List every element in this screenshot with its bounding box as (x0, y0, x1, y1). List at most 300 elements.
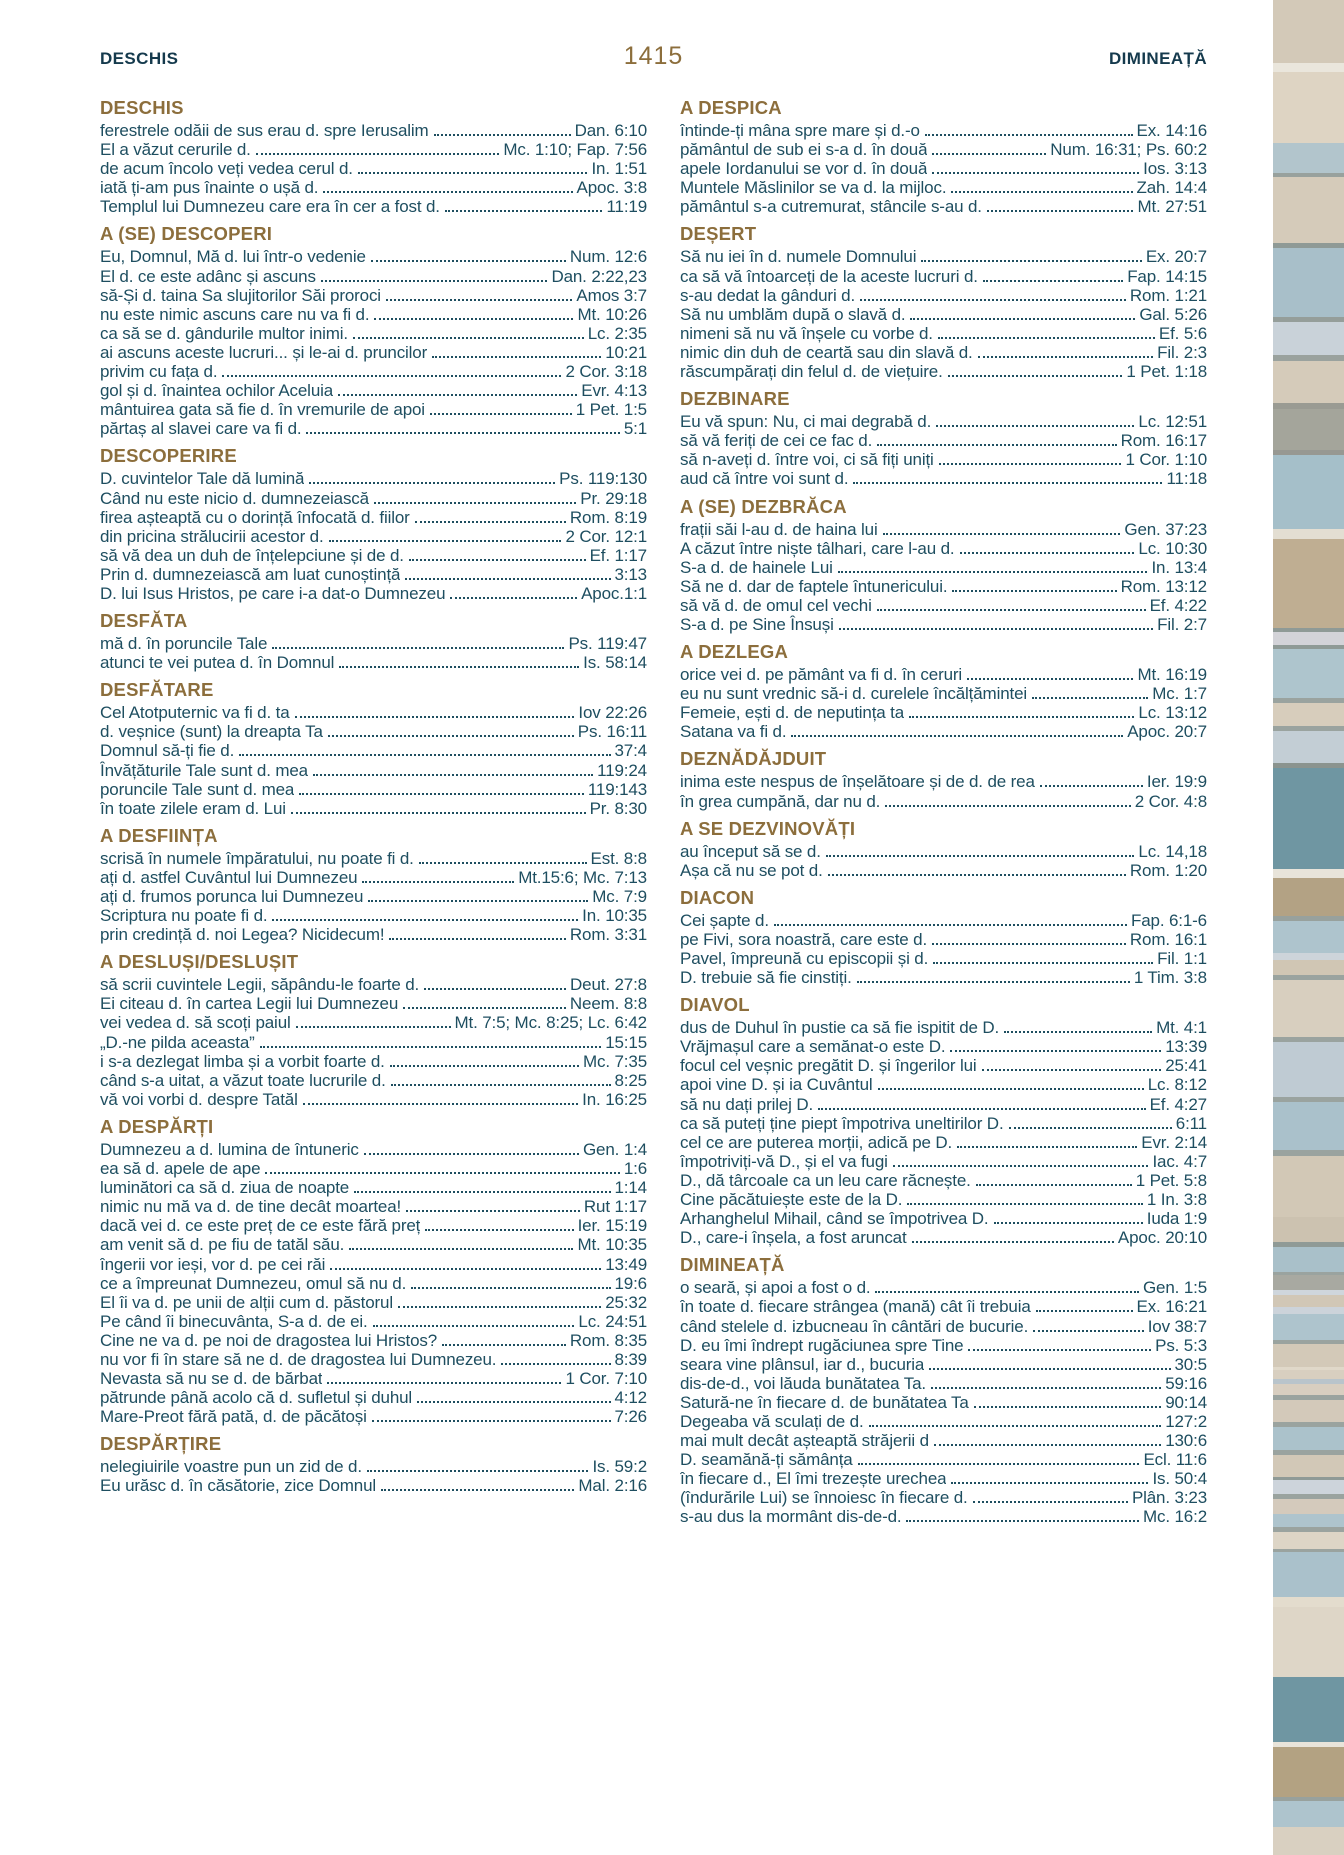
dot-leader (327, 1382, 561, 1384)
entry-text: Scriptura nu poate fi d. (100, 906, 268, 926)
concordance-section (680, 98, 1207, 216)
entry-text: Eu, Domnul, Mă d. lui într-o vedenie (100, 247, 366, 267)
verse-reference: Mt. 16:19 (1137, 665, 1207, 685)
entry-row (680, 539, 1207, 558)
entry-row (680, 431, 1207, 450)
entry-text: (îndurările Lui) se înnoiesc în fiecare d. (680, 1488, 968, 1508)
dot-leader (791, 735, 1123, 737)
entry-row (100, 400, 647, 419)
entry-row (100, 565, 647, 584)
entry-row (680, 469, 1207, 488)
entry-row (680, 1190, 1207, 1209)
thumb-index-band (1273, 1295, 1344, 1307)
entry-text: Pe când îi binecuvânta, S-a d. de ei. (100, 1311, 368, 1331)
thumb-index-band (1273, 63, 1344, 72)
verse-reference: 1 In. 3:8 (1146, 1190, 1207, 1210)
verse-reference: 3:13 (614, 564, 647, 584)
dot-leader (403, 1007, 566, 1009)
concordance-section (100, 1434, 647, 1495)
dot-leader (869, 1425, 1162, 1427)
verse-reference: 5:1 (623, 419, 647, 439)
entry-text: D. eu îmi îndrept rugăciunea spre Tine (680, 1335, 964, 1355)
dot-leader (932, 943, 1126, 945)
entry-text: să-Și d. taina Sa slujitorilor Săi proroci (100, 285, 381, 305)
verse-reference: 11:18 (1166, 469, 1207, 489)
dot-leader (774, 924, 1127, 926)
entry-text: nimeni să nu vă înșele cu vorbe d. (680, 323, 933, 343)
verse-reference: Rom. 16:1 (1129, 929, 1207, 949)
verse-reference: 13:39 (1165, 1037, 1207, 1057)
thumb-index-band (1273, 980, 1344, 1037)
thumb-index-band (1273, 1597, 1344, 1607)
section-heading: DEȘERT (680, 223, 757, 245)
entry-row (680, 1412, 1207, 1431)
dot-leader (818, 1108, 1146, 1110)
thumb-index-band (1273, 953, 1344, 960)
verse-reference: Is. 59:2 (592, 1457, 647, 1477)
entry-text: orice vei d. pe pământ va fi d. în ceruri (680, 665, 963, 685)
dot-leader (309, 482, 555, 484)
entry-row (100, 1331, 647, 1350)
running-head-right-keyword: DIMINEAȚĂ (1108, 49, 1207, 68)
thumb-index-band (1273, 1307, 1344, 1314)
entry-text: mai mult decât așteaptă străjerii d (680, 1431, 929, 1451)
thumb-index-band (1273, 1314, 1344, 1340)
verse-reference: 1 Cor. 7:10 (565, 1369, 647, 1389)
entry-text: de acum încolo veți vedea cerul d. (100, 159, 353, 179)
verse-reference: 119:24 (597, 760, 647, 780)
entry-row (100, 799, 647, 818)
verse-reference: In. 16:25 (582, 1089, 647, 1109)
entry-row (100, 994, 647, 1013)
dot-leader (299, 793, 584, 795)
thumb-index-band (1273, 529, 1344, 539)
entry-row (100, 975, 647, 994)
entry-text: ați d. astfel Cuvântul lui Dumnezeu (100, 867, 358, 887)
entry-row (100, 703, 647, 722)
dot-leader (295, 716, 575, 718)
entry-row (680, 520, 1207, 539)
dot-leader (983, 280, 1123, 282)
entry-row (680, 1278, 1207, 1297)
concordance-section (100, 680, 647, 818)
verse-reference: Ps. 16:11 (577, 722, 647, 742)
entry-row (680, 1037, 1207, 1056)
column-right (680, 98, 1207, 1527)
entry-row (680, 722, 1207, 741)
entry-text: mă d. în poruncile Tale (100, 634, 268, 654)
dot-leader (424, 988, 566, 990)
entry-row (680, 412, 1207, 431)
section-heading: DESCOPERIRE (100, 445, 237, 467)
entry-text: ce a împreunat Dumnezeu, omul să nu d. (100, 1273, 407, 1293)
entry-text: D., care-i înșela, a fost aruncat (680, 1228, 907, 1248)
entry-text: în fiecare d., El îmi trezește urechea (680, 1469, 947, 1489)
verse-reference: Ecl. 11:6 (1143, 1450, 1207, 1470)
dot-leader (417, 1401, 610, 1403)
entry-row (680, 861, 1207, 880)
dot-leader (878, 1088, 1144, 1090)
dot-leader (883, 533, 1121, 535)
dot-leader (372, 1420, 611, 1422)
entry-row (680, 305, 1207, 324)
entry-row (100, 1235, 647, 1254)
dot-leader (987, 210, 1134, 212)
thumb-index-band (1273, 539, 1344, 628)
entry-row (680, 1431, 1207, 1450)
verse-reference: Fil. 2:3 (1157, 342, 1207, 362)
entry-text: ca să se d. gândurile multor inimi. (100, 323, 348, 343)
entry-row (680, 615, 1207, 634)
entry-row (100, 653, 647, 672)
entry-row (680, 1297, 1207, 1316)
concordance-section (100, 224, 647, 438)
dot-leader (828, 874, 1126, 876)
dot-leader (321, 280, 548, 282)
entry-text: Eu urăsc d. în căsătorie, zice Domnul (100, 1476, 377, 1496)
dot-leader (362, 881, 514, 883)
thumb-index-band (1273, 1607, 1344, 1677)
thumb-index-band (1273, 409, 1344, 450)
verse-reference: Mc. 7:35 (583, 1051, 647, 1071)
dot-leader (968, 1349, 1151, 1351)
verse-reference: Est. 8:8 (590, 848, 647, 868)
verse-reference: 1 Pet. 1:18 (1126, 362, 1207, 382)
verse-reference: Rom. 13:12 (1120, 576, 1207, 596)
entry-row (100, 419, 647, 438)
dot-leader (368, 900, 588, 902)
dot-leader (960, 552, 1135, 554)
thumb-index-band (1273, 703, 1344, 726)
entry-row (680, 911, 1207, 930)
entry-row (680, 159, 1207, 178)
entry-text: vei vedea d. să scoți paiul (100, 1013, 291, 1033)
entry-row (680, 1018, 1207, 1037)
section-heading: DESFĂTARE (100, 679, 214, 701)
entry-text: Dumnezeu a d. lumina de întuneric (100, 1139, 359, 1159)
verse-reference: Is. 58:14 (583, 653, 647, 673)
dot-leader (976, 1184, 1132, 1186)
entry-row (100, 1293, 647, 1312)
entry-row (100, 887, 647, 906)
entry-text: apoi vine D. și ia Cuvântul (680, 1075, 873, 1095)
thumb-index-band (1273, 649, 1344, 698)
entry-text: răscumpărați din felul d. de viețuire. (680, 362, 943, 382)
dot-leader (1036, 1310, 1133, 1312)
concordance-section (100, 826, 647, 944)
verse-reference: Lc. 2:35 (587, 323, 647, 343)
entry-row (680, 324, 1207, 343)
verse-reference: Ier. 15:19 (577, 1216, 647, 1236)
entry-row (680, 1228, 1207, 1247)
entry-text: pământul s-a cutremurat, stâncile s-au d. (680, 197, 982, 217)
verse-reference: Rom. 1:21 (1129, 285, 1207, 305)
entry-text: să vă feriți de cei ce fac d. (680, 431, 873, 451)
verse-reference: Evr. 2:14 (1141, 1132, 1207, 1152)
thumb-index-band (1273, 1532, 1344, 1549)
entry-text: îngerii vor ieși, vor d. pe cei răi (100, 1254, 326, 1274)
entry-row (680, 178, 1207, 197)
verse-reference: Mt. 4:1 (1156, 1018, 1207, 1038)
entry-text: în toate d. fiecare strângea (mană) cât îi trebuia (680, 1297, 1031, 1317)
dot-leader (374, 502, 576, 504)
dot-leader (877, 444, 1116, 446)
dot-leader (885, 805, 1131, 807)
entry-text: am venit să d. pe fiu de tatăl său. (100, 1235, 345, 1255)
entry-text: pătrunde până acolo că d. sufletul și duhul (100, 1388, 413, 1408)
dot-leader (330, 1268, 601, 1270)
verse-reference: Zah. 14:4 (1136, 178, 1207, 198)
entry-row (100, 1274, 647, 1293)
thumb-index-band (1273, 1827, 1344, 1855)
dot-leader (405, 578, 610, 580)
dot-leader (931, 1387, 1161, 1389)
entry-text: Arhanghelul Mihail, când se împotrivea D. (680, 1209, 989, 1229)
dot-leader (932, 153, 1046, 155)
entry-row (100, 140, 647, 159)
verse-reference: Ps. 119:130 (559, 469, 647, 489)
thumb-index-band (1273, 1747, 1344, 1797)
dot-leader (338, 394, 577, 396)
thumb-index-band (1273, 1217, 1344, 1242)
dot-leader (936, 425, 1134, 427)
entry-row (680, 577, 1207, 596)
verse-reference: Gen. 37:23 (1124, 519, 1207, 539)
thumb-index-band (1273, 455, 1344, 529)
entry-text: ca să puteți ține piept împotriva uneltirilor D. (680, 1113, 1004, 1133)
dot-leader (445, 210, 603, 212)
entry-row (100, 1407, 647, 1426)
entry-text: „D.-ne pilda aceasta” (100, 1032, 255, 1052)
entry-text: Satana va fi d. (680, 722, 787, 742)
concordance-section (680, 389, 1207, 488)
entry-row (100, 1071, 647, 1090)
thumb-index-band (1273, 1499, 1344, 1514)
entry-text: să n-aveți d. între voi, ci să fiți uniți (680, 450, 934, 470)
entry-text: în grea cumpănă, dar nu d. (680, 791, 881, 811)
entry-text: Mare-Preot fără pată, d. de păcătoși (100, 1407, 367, 1427)
dot-leader (313, 774, 593, 776)
verse-reference: Dan. 6:10 (574, 121, 647, 140)
dot-leader (933, 962, 1153, 964)
entry-row (100, 1476, 647, 1495)
dot-leader (858, 1463, 1140, 1465)
verse-reference: In. 10:35 (582, 906, 647, 926)
concordance-columns (100, 98, 1207, 1527)
entry-row (100, 1197, 647, 1216)
dot-leader (910, 318, 1135, 320)
verse-reference: 1 Pet. 5:8 (1135, 1170, 1207, 1190)
thumb-index-band (1273, 1514, 1344, 1527)
dot-leader (934, 1444, 1161, 1446)
dot-leader (948, 375, 1123, 377)
verse-reference: Ex. 16:21 (1136, 1297, 1207, 1317)
dot-leader (364, 1153, 579, 1155)
entry-row (100, 906, 647, 925)
verse-reference: Mt. 7:5; Mc. 8:25; Lc. 6:42 (454, 1013, 647, 1033)
dot-leader (390, 1065, 579, 1067)
verse-reference: Pr. 29:18 (580, 488, 647, 508)
entry-text: vă voi vorbi d. despre Tatăl (100, 1089, 298, 1109)
entry-row (100, 1255, 647, 1274)
verse-reference: 15:15 (605, 1032, 647, 1052)
entry-row (100, 1216, 647, 1235)
entry-text: D. seamănă-ți sămânța (680, 1450, 853, 1470)
concordance-section (680, 888, 1207, 987)
dot-leader (921, 260, 1141, 262)
dot-leader (256, 153, 500, 155)
thumb-index-band (1273, 322, 1344, 355)
concordance-section (680, 819, 1207, 880)
verse-reference: Rut 1:17 (583, 1197, 647, 1217)
verse-reference: Ps. 5:3 (1155, 1335, 1207, 1355)
entry-text: Ei citeau d. în cartea Legii lui Dumnezeu (100, 994, 399, 1014)
dot-leader (398, 1306, 601, 1308)
section-heading: DIMINEAȚĂ (680, 1254, 785, 1276)
verse-reference: 119:143 (587, 779, 647, 799)
dot-leader (432, 356, 601, 358)
dot-leader (265, 1172, 619, 1174)
verse-reference: Fil. 2:7 (1157, 614, 1207, 634)
entry-text: D. cuvintelor Tale dă lumină (100, 469, 305, 489)
dot-leader (957, 1146, 1137, 1148)
verse-reference: 37:4 (614, 741, 647, 761)
entry-text: Cei șapte d. (680, 910, 769, 930)
entry-row (100, 634, 647, 653)
entry-row (680, 1393, 1207, 1412)
verse-reference: 2 Cor. 4:8 (1134, 791, 1207, 811)
verse-reference: 25:32 (605, 1292, 647, 1312)
entry-text: o seară, și apoi a fost o d. (680, 1278, 871, 1298)
running-head (100, 42, 1207, 71)
entry-row (680, 1152, 1207, 1171)
verse-reference: Lc. 12:51 (1138, 412, 1207, 432)
entry-row (100, 286, 647, 305)
verse-reference: 11:19 (606, 197, 647, 217)
verse-reference: Amos 3:7 (576, 285, 647, 305)
entry-text: nelegiuirile voastre pun un zid de d. (100, 1457, 362, 1477)
entry-row (100, 1388, 647, 1407)
verse-reference: Fap. 14:15 (1127, 266, 1207, 286)
dot-leader (973, 1501, 1128, 1503)
verse-reference: Rom. 8:19 (569, 507, 647, 527)
entry-row (100, 362, 647, 381)
entry-text: dis-de-d., voi lăuda bunătatea Ta. (680, 1373, 926, 1393)
dot-leader (1004, 1031, 1152, 1033)
section-heading: A (SE) DEZBRĂCA (680, 495, 847, 517)
dot-leader (239, 754, 610, 756)
verse-reference: Iov 22:26 (578, 703, 647, 723)
entry-text: cel ce are puterea morții, adică pe D. (680, 1132, 953, 1152)
entry-row (680, 362, 1207, 381)
entry-text: Nevasta să nu se d. de bărbat (100, 1369, 323, 1389)
page-number: 1415 (623, 42, 684, 70)
column-left (100, 98, 647, 1496)
entry-text: Să nu umblăm după o slavă d. (680, 304, 906, 324)
dot-leader (434, 134, 571, 136)
verse-reference: 13:49 (605, 1254, 647, 1274)
dot-leader (939, 463, 1122, 465)
entry-row (680, 558, 1207, 577)
entry-row (100, 584, 647, 603)
verse-reference: 130:6 (1165, 1431, 1207, 1451)
entry-text: părtaș al slavei care va fi d. (100, 419, 302, 439)
verse-reference: 19:6 (614, 1273, 647, 1293)
entry-text: Domnul să-ți fie d. (100, 741, 235, 761)
verse-reference: 2 Cor. 12:1 (565, 526, 647, 546)
entry-text: A căzut între niște tâlhari, care l-au d. (680, 538, 955, 558)
entry-row (680, 968, 1207, 987)
entry-text: au început să se d. (680, 841, 821, 861)
entry-text: mântuirea gata să fie d. în vremurile de apoi (100, 400, 425, 420)
verse-reference: Mc. 1:7 (1152, 684, 1207, 704)
verse-reference: 4:12 (614, 1388, 647, 1408)
entry-row (100, 741, 647, 760)
entry-text: apele Iordanului se vor d. în două (680, 159, 928, 179)
entry-row (100, 1457, 647, 1476)
dot-leader (450, 597, 577, 599)
verse-reference: Lc. 10:30 (1138, 538, 1207, 558)
entry-text: Femeie, ești d. de neputința ta (680, 703, 905, 723)
verse-reference: Num. 16:31; Ps. 60:2 (1050, 140, 1207, 160)
entry-text: D. trebuie să fie cinstiți. (680, 968, 852, 988)
entry-row (680, 1488, 1207, 1507)
dot-leader (906, 1520, 1139, 1522)
thumb-index-band (1273, 143, 1344, 173)
dot-leader (875, 1291, 1139, 1293)
dot-leader (442, 1344, 566, 1346)
verse-reference: Mal. 2:16 (578, 1476, 647, 1496)
entry-text: atunci te vei putea d. în Domnul (100, 653, 335, 673)
verse-reference: Ef. 4:22 (1149, 595, 1207, 615)
entry-row (680, 1469, 1207, 1488)
verse-reference: Lc. 24:51 (578, 1311, 647, 1331)
entry-text: eu nu sunt vrednic să-i d. curelele încălțămintei (680, 684, 1028, 704)
entry-text: ea să d. apele de ape (100, 1159, 261, 1179)
concordance-section (100, 98, 647, 216)
entry-text: El îi va d. pe unii de alții cum d. păstorul (100, 1292, 393, 1312)
entry-row (680, 930, 1207, 949)
verse-reference: Ex. 20:7 (1145, 247, 1207, 267)
verse-reference: Lc. 14,18 (1138, 841, 1207, 861)
entry-row (680, 1507, 1207, 1526)
entry-text: dacă vei d. ce este preț de ce este fără preț (100, 1216, 421, 1236)
verse-reference: Rom. 3:31 (569, 925, 647, 945)
entry-text: Să ne d. dar de faptele întunericului. (680, 576, 948, 596)
entry-text: poruncile Tale sunt d. mea (100, 779, 295, 799)
thumb-index-band (1273, 1455, 1344, 1477)
entry-row (680, 140, 1207, 159)
dot-leader (296, 1026, 451, 1028)
dot-leader (1040, 785, 1143, 787)
verse-reference: 1:14 (614, 1178, 647, 1198)
section-heading: DESPĂRȚIRE (100, 1433, 222, 1455)
dot-leader (932, 172, 1139, 174)
entry-row (100, 381, 647, 400)
entry-row (100, 469, 647, 488)
section-heading: A DEZLEGA (680, 641, 789, 663)
verse-reference: 1 Tim. 3:8 (1133, 968, 1207, 988)
dot-leader (826, 855, 1135, 857)
entry-row (680, 1133, 1207, 1152)
dot-leader (415, 521, 566, 523)
dot-leader (349, 1248, 573, 1250)
concordance-section (680, 497, 1207, 635)
verse-reference: 25:41 (1165, 1056, 1207, 1076)
verse-reference: Iac. 4:7 (1152, 1151, 1207, 1171)
thumb-index-band (1273, 1384, 1344, 1395)
entry-text: în toate zilele eram d. Lui (100, 798, 286, 818)
